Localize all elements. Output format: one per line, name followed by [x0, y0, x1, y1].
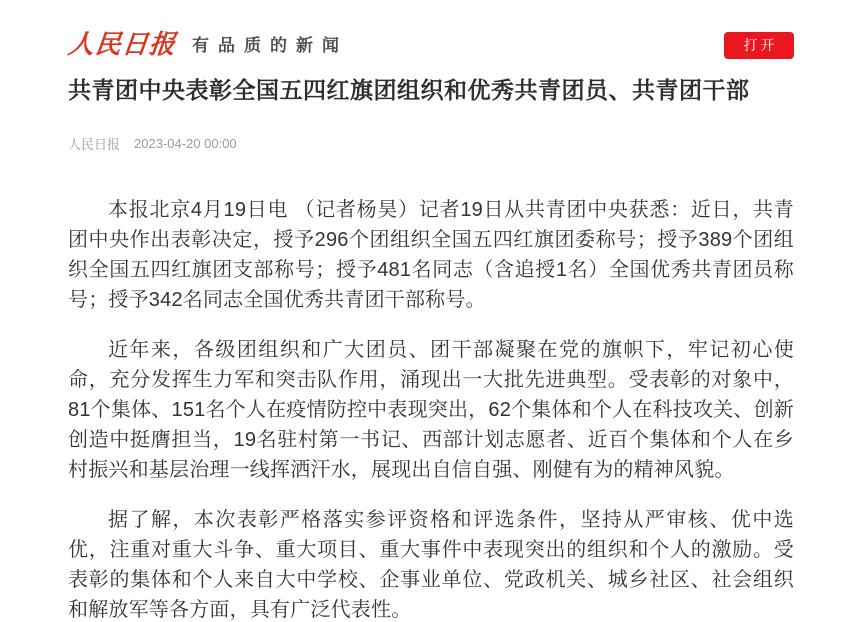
article-paragraph-3: 据了解，本次表彰严格落实参评资格和评选条件，坚持从严审核、优中选优，注重对重大斗争、重大项目、重大事件中表现突出的组织和个人的激励。受表彰的集体和个人来自大中学校、企事业单位、党政机关、城乡社区、社会组织和解放军等各方面，具有广泛代表性。	[68, 508, 794, 621]
brand	[68, 32, 348, 58]
open-app-button[interactable]: 打开	[724, 32, 794, 59]
peoples-daily-logo: 人民日报	[66, 30, 178, 60]
article-paragraph-1: 本报北京4月19日电 （记者杨昊）记者19日从共青团中央获悉：近日，共青团中央作出表彰决定，授予296个团组织全国五四红旗团委称号；授予389个团组织全国五四红旗团支部称号；授予481名同志（含追授1名）全国优秀共青团员称号；授予342名同志全国优秀共青团干部称号。	[68, 198, 794, 311]
article-title: 共青团中央表彰全国五四红旗团组织和优秀共青团员、共青团干部	[68, 77, 750, 103]
byline-source: 人民日报	[68, 136, 121, 152]
brand-tagline: 有品质的新闻	[192, 35, 349, 55]
byline-date: 2023-04-20 00:00	[134, 135, 237, 151]
article-content	[68, 76, 794, 622]
byline	[68, 134, 794, 153]
article-paragraph-2: 近年来，各级团组织和广大团员、团干部凝聚在党的旗帜下，牢记初心使命，充分发挥生力军和突击队作用，涌现出一大批先进典型。受表彰的对象中，81个集体、151名个人在疫情防控中表现突出，62个集体和个人在科技攻关、创新创造中挺膺担当，19名驻村第一书记、西部计划志愿者、近百个集体和个人在乡村振兴和基层治理一线挥洒汗水，展现出自信自强、刚健有为的精神风貌。	[68, 338, 794, 481]
article-body	[68, 195, 794, 622]
site-header	[68, 28, 794, 62]
